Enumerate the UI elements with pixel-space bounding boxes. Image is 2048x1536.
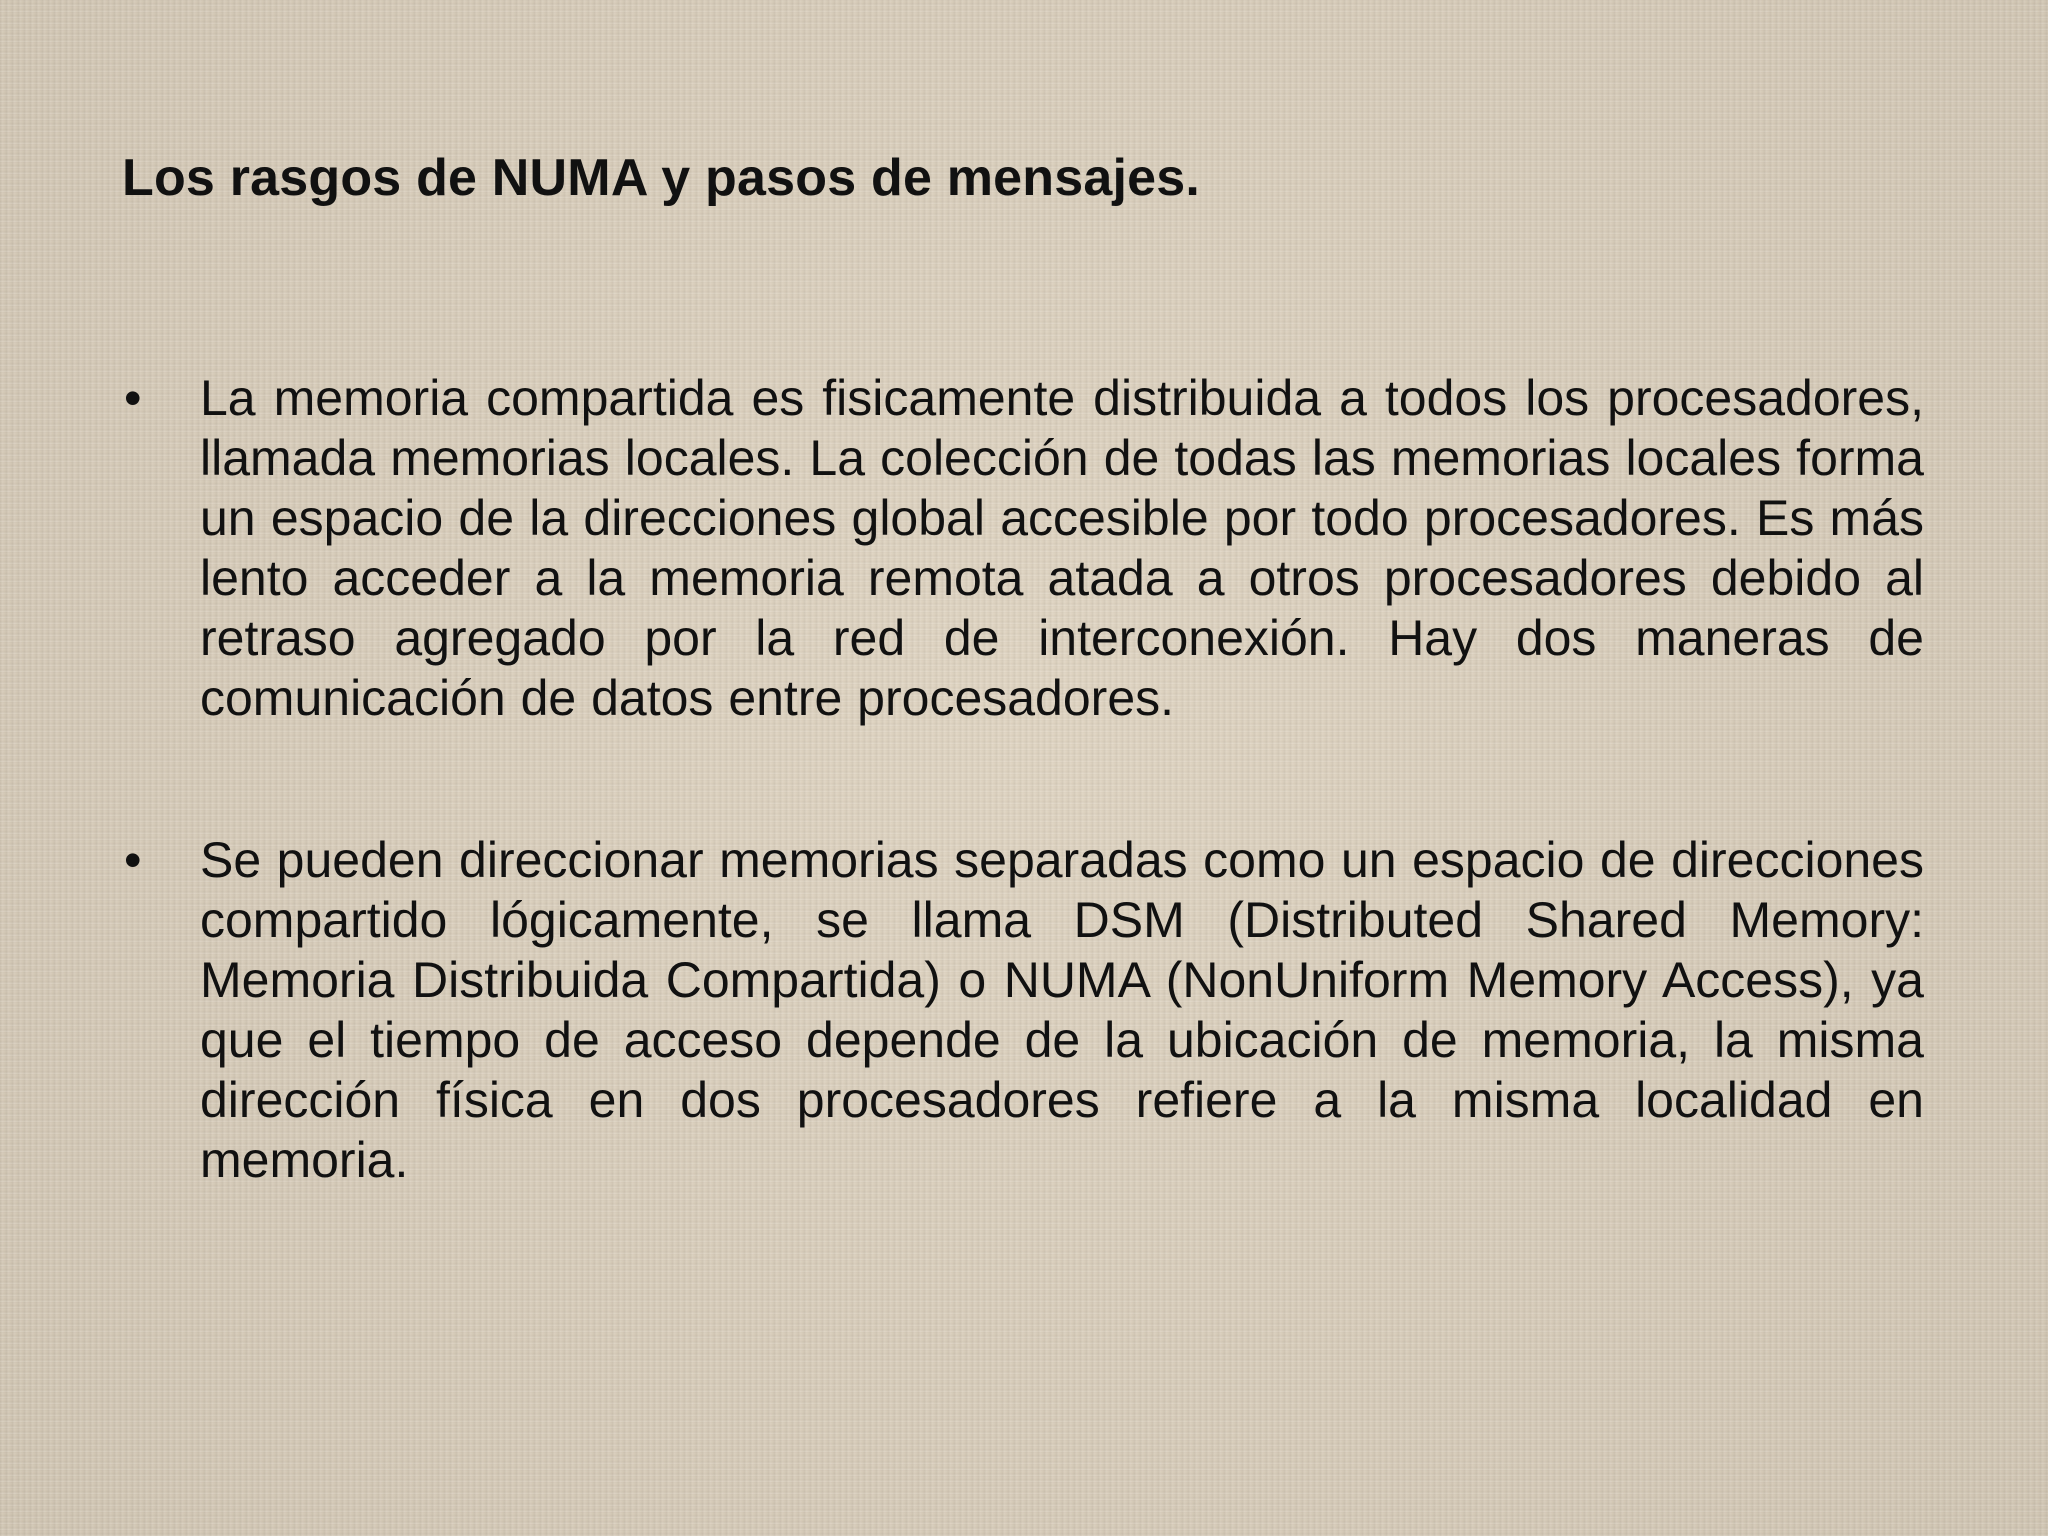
- bullet-item-memoria-compartida: [122, 368, 1924, 728]
- bullet-icon: •: [124, 370, 142, 426]
- bullet-list: [122, 368, 1924, 1292]
- slide-title: Los rasgos de NUMA y pasos de mensajes.: [122, 149, 1201, 207]
- bullet-item-direccionar-memorias: [122, 830, 1924, 1190]
- bullet-icon: •: [124, 832, 142, 888]
- bullet-text-direccionar-memorias: Se pueden direccionar memorias separadas como un espacio de direcciones compartido lógicamente, se llama DSM (Distributed Shared Memory: Memoria Distribuida Compartida) o NUMA (NonUniform Memory Access), ya que el tiempo de acceso depende de la ubicación de memoria, la misma dirección física en dos procesadores refiere a la misma localidad en memoria.: [200, 832, 1924, 1188]
- bullet-text-memoria-compartida: La memoria compartida es fisicamente distribuida a todos los procesadores, llamada memorias locales. La colección de todas las memorias locales forma un espacio de la direcciones global accesible por todo procesadores. Es más lento acceder a la memoria remota atada a otros procesadores debido al retraso agregado por la red de interconexión. Hay dos maneras de comunicación de datos entre procesadores.: [200, 370, 1924, 726]
